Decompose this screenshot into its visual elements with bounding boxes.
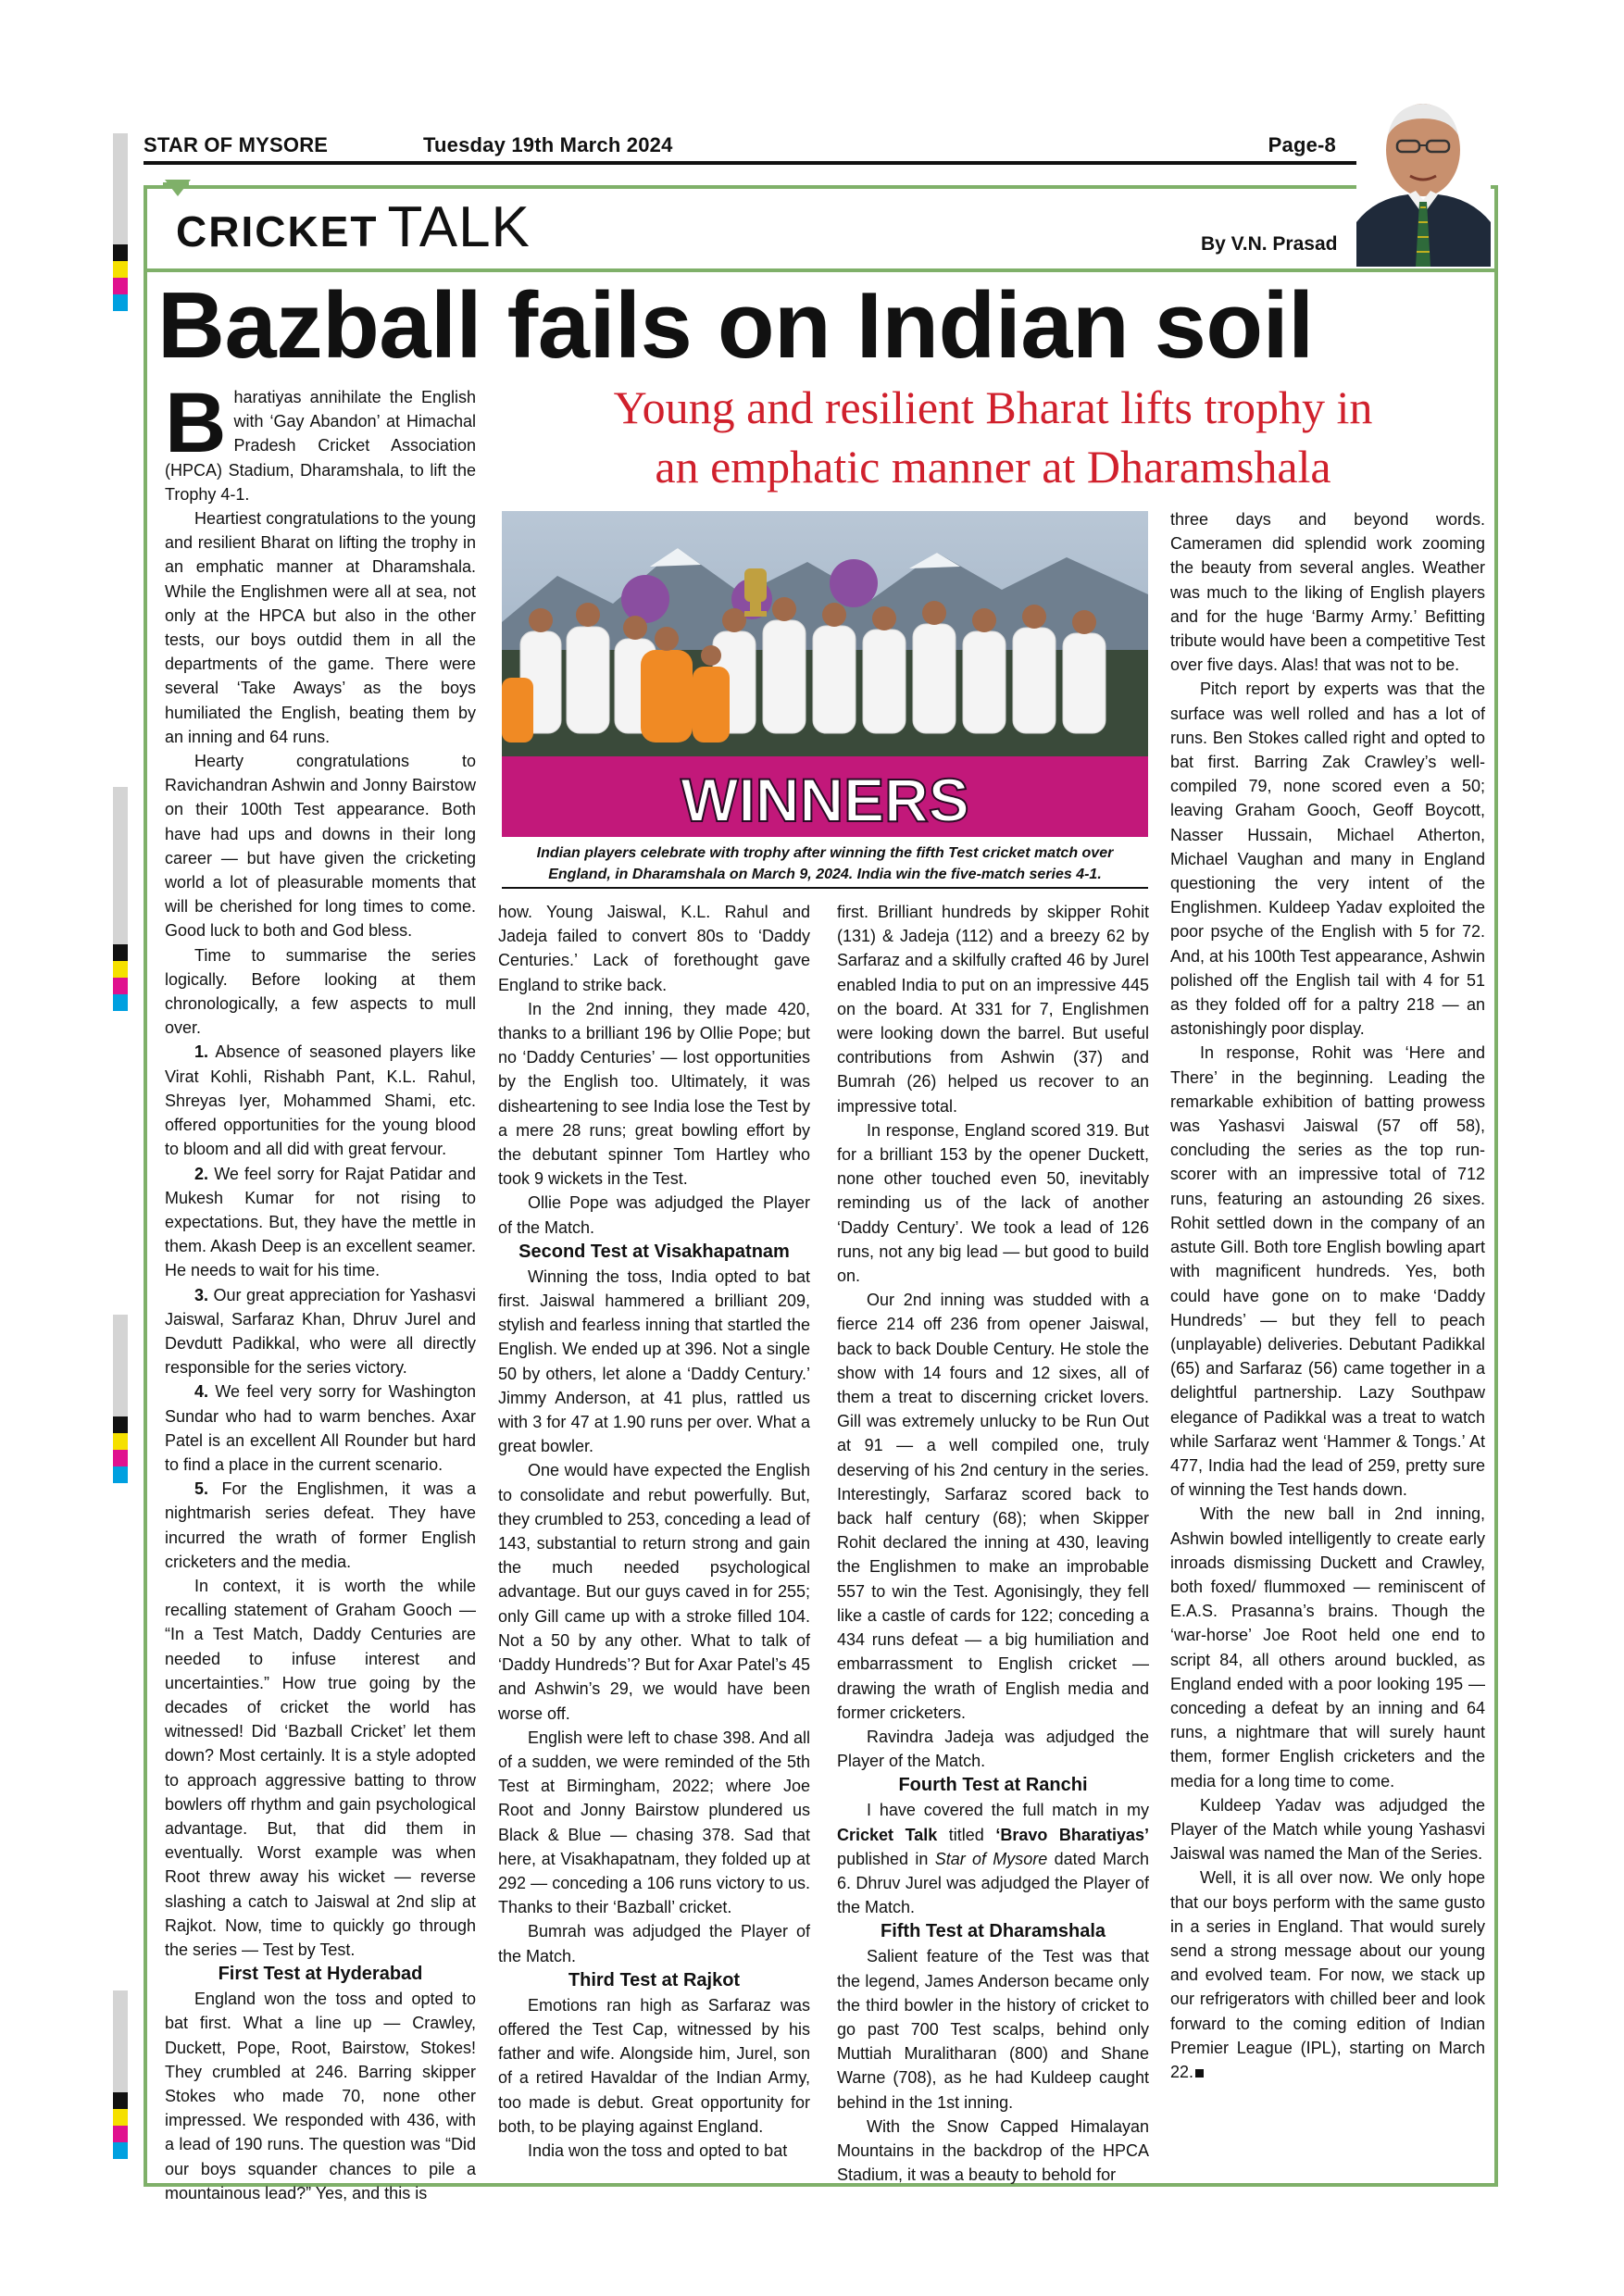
point-text: For the Englishmen, it was a nightmarish series defeat. They have incurred the wrath of former English cricketers and the media. xyxy=(165,1479,476,1571)
paragraph: In context, it is worth the while recalling statement of Graham Gooch — “In a Test Match, Daddy Centuries are needed to infuse interest and uncertainties.” How true going by the decades of cricket the world has witnessed! Did ‘Bazball Cricket’ let them down? Most certainly. It is a style adopted to approach aggressive batting to throw bowlers off rhythm and gain psychological advantage. But, that did them in eventually. Worst example was when Root threw away his wicket — reverse slashing a catch to Jaiswal at 2nd slip at Rajkot. Now, time to quickly go through the series — Test by Test. xyxy=(165,1576,476,1959)
text: dated March 6. Dhruv Jurel was adjudged the Player of the Match. xyxy=(837,1849,1149,1917)
paragraph: Time to summarise the series logically. Before looking at them chronologically, a few aspects to mull over. xyxy=(165,945,476,1038)
point-number: 4. xyxy=(194,1382,209,1402)
paragraph: In the 2nd inning, they made 420, thanks to a brilliant 196 by Ollie Pope; but no ‘Daddy Centuries’ — lost opportunities by the English too. Ultimately, it was disheartening to see India lose the Test by a mere 28 runs; great bowling effort by the debutant spinner Tom Hartley who took 9 wickets in the Test. xyxy=(498,999,810,1189)
photo-banner: WINNERS xyxy=(681,766,969,834)
paragraph: Bumrah was adjudged the Player of the Match. xyxy=(498,1922,810,1965)
paragraph-reference xyxy=(837,1798,1149,1919)
point-text: Absence of seasoned players like Virat Kohli, Rishabh Pant, K.L. Rahul, Shreyas Iyer, Mohammed Shami, etc. offered opportunities for the young blood to bloom and all did with great fervour. xyxy=(165,1042,476,1159)
final-paragraph xyxy=(1170,1866,1485,2084)
numbered-point-3 xyxy=(165,1283,476,1380)
caption-rule xyxy=(502,887,1148,889)
author-photo xyxy=(1356,93,1491,267)
numbered-point-1 xyxy=(165,1040,476,1161)
numbered-point-2 xyxy=(165,1162,476,1283)
publication-ref: Star of Mysore xyxy=(934,1849,1048,1868)
paragraph: three days and beyond words. Cameramen did splendid work zooming the beauty from several angles. Weather was much to the liking of English players and for the huge ‘Barmy Army.’ Befitting tribute would have been a competitive Test over five days. Alas! that was not to be. xyxy=(1170,510,1485,675)
section-heading-third-test: Third Test at Rajkot xyxy=(568,1969,741,1990)
page-number: Page-8 xyxy=(1268,133,1336,156)
subheadline-line-2: an emphatic manner at Dharamshala xyxy=(655,441,1331,493)
page-header xyxy=(144,130,1336,163)
point-number: 2. xyxy=(194,1164,209,1183)
paragraph: Pitch report by experts was that the surface was well rolled and has a lot of runs. Ben Stokes called right and opted to bat first. Barring Zak Crawley’s well-compiled 79, none scored even a 50; leaving Graham Gooch, Geoff Boycott, Nasser Hussain, Michael Atherton, Michael Vaughan and many in England questioning the very intent of the Englishmen. Kuldeep Yadav exploited the poor psyche of the English with 5 for 72. And, at his 100th Test appearance, Ashwin polished off the English tail with 4 for 51 as they folded off for a paltry 218 — an astonishingly poor display. xyxy=(1170,680,1485,1039)
photo-caption-line-1: Indian players celebrate with trophy after winning the fifth Test cricket match over xyxy=(536,845,1114,861)
paragraph: English were left to chase 398. And all of a sudden, we were reminded of the 5th Test at Birmingham, 2022; where Joe Root and Jonny Bairstow plundered us Black & Blue — chasing 378. Sad that here, at Visakhapatnam, they folded up at 292 — conceding a 106 runs victory to us. Thanks to their ‘Bazball’ cricket. xyxy=(498,1728,810,1917)
paragraph: Emotions ran high as Sarfaraz was offered the Test Cap, witnessed by his father and wife. Alongside him, Jurel, son of a retired Havaldar of the Indian Army, too made is debut. Great opportunity for both, to be playing against England. xyxy=(498,1995,810,2136)
paragraph: Ollie Pope was adjudged the Player of the Match. xyxy=(498,1193,810,1237)
point-text: We feel sorry for Rajat Patidar and Mukesh Kumar for not rising to expectations. But, they have the mettle in them. Akash Deep is an excellent seamer. He needs to wait for his time. xyxy=(165,1164,476,1280)
paragraph: One would have expected the English to consolidate and rebut powerfully. But, they crumbled to 253, conceding a lead of 143, substantial to return strong and gain the much needed psychological advantage. But our guys caved in for 255; only Gill came up with a stroke filled 104. Not a 50 by any other. What to talk of ‘Daddy Hundreds’? But for Axar Patel’s 45 and Ashwin’s 29, we would have been worse off. xyxy=(498,1461,810,1723)
lead-paragraph xyxy=(165,376,476,506)
article-title-ref: ‘Bravo Bharatiyas’ xyxy=(995,1825,1149,1844)
section-heading-first-test: First Test at Hyderabad xyxy=(218,1964,423,1985)
text: Well, it is all over now. We only hope that our boys perform with the same gusto in a series in England. That would surely send a strong message about our young and evolved team. For now, we stack up our refrigerators with chilled beer and look forward to the coming edition of Indian Premier League (IPL), starting on March 22. xyxy=(1170,1868,1485,2081)
paragraph: In response, Rohit was ‘Here and There’ in the beginning. Leading the remarkable exhibition of batting prowess was Yashasvi Jaiswal (57 off 58), concluding the series as the top run-scorer with an impressive total of 712 runs, featuring an astounding 26 sixes. Rohit settled down in the company of an astute Gill. Both tore English bowling apart with magnificent hundreds. Yes, both could have gone on to make ‘Daddy Hundreds’ — but they fell to peach (unplayable) deliveries. Debutant Padikkal (65) and Sarfaraz (56) came together in a delightful partnership. Lazy Southpaw elegance of Padikkal was a treat to watch while Sarfaraz went ‘Hammer & Tongs.’ At 477, India had the lead of 259, pretty sure of winning the Test hands down. xyxy=(1170,1043,1485,1500)
paragraph: Heartiest congratulations to the young and resilient Bharat on lifting the trophy in an emphatic manner at Dharamshala. While the Englishmen were all at sea, not only at the HPCA but also in the other tests, our boys outdid them in all the departments of the game. There were several ‘Take Aways’ as the boys humiliated the English, beating them by an inning and 64 runs. xyxy=(165,509,476,746)
lead-text: haratiyas annihilate the English with ‘Gay Abandon’ at Himachal Pradesh Cricket Association (HPCA) Stadium, Dharamshala, to lift the Trophy 4-1. xyxy=(165,388,476,504)
paragraph: Winning the toss, India opted to bat first. Jaiswal hammered a brilliant 209, stylish and fearless inning that startled the English. We ended up at 396. Not a single 50 by others, let alone a ‘Daddy Century.’ Jimmy Anderson, at 41 plus, rattled us with 3 for 47 at 1.90 runs per over. What a great bowler. xyxy=(498,1267,810,1456)
registration-marks-upper-mid xyxy=(113,787,128,1011)
paragraph: first. Brilliant hundreds by skipper Rohit (131) & Jadeja (112) and a breezy 62 by Sarfaraz and a skilfully crafted 46 by Jurel enabled India to put on an impressive 445 on the board. At 331 for 7, Englishmen were looking down the barrel. But useful contributions from Ashwin (37) and Bumrah (26) helped us recover to an impressive total. xyxy=(837,903,1149,1116)
column-title xyxy=(176,194,531,268)
text: titled xyxy=(948,1825,984,1844)
section-heading-second-test: Second Test at Visakhapatnam xyxy=(518,1241,790,1262)
headline: Bazball fails on Indian soil xyxy=(157,274,1314,378)
point-number: 1. xyxy=(194,1042,209,1062)
byline: By V.N. Prasad xyxy=(1201,233,1338,255)
photo-caption-line-2: England, in Dharamshala on March 9, 2024. India win the five-match series 4-1. xyxy=(548,867,1102,882)
article-column-3 xyxy=(837,900,1149,2187)
text: I have covered the full match in my xyxy=(867,1801,1149,1820)
registration-marks-lower-mid xyxy=(113,1315,128,1483)
registration-marks-top xyxy=(113,133,128,311)
paragraph: With the Snow Capped Himalayan Mountains in the backdrop of the HPCA Stadium, it was a beauty to behold for xyxy=(837,2116,1149,2185)
issue-date: Tuesday 19th March 2024 xyxy=(423,133,673,156)
drop-cap: B xyxy=(165,376,227,470)
winners-photo xyxy=(502,511,1148,837)
numbered-point-5 xyxy=(165,1477,476,1574)
section-heading-fifth-test: Fifth Test at Dharamshala xyxy=(880,1921,1106,1942)
column-title-cricket: CRICKET xyxy=(176,207,379,256)
publication-name: STAR OF MYSORE xyxy=(144,133,329,156)
paragraph: England won the toss and opted to bat first. What a line up — Crawley, Duckett, Pope, Root, Bairstow, Stokes! They crumbled at 246. Barring skipper Stokes who made 70, none other impressed. We responded with 436, with a lead of 190 runs. The question was “Did our boys squander chances to pile a mountainous lead?” Yes, and this is xyxy=(165,1990,476,2202)
point-number: 5. xyxy=(194,1479,209,1499)
point-number: 3. xyxy=(194,1285,209,1304)
text: published in xyxy=(837,1849,929,1868)
column-title-talk: TALK xyxy=(387,195,531,259)
point-text: We feel very sorry for Washington Sundar who had to warm benches. Axar Patel is an excellent All Rounder but hard to find a place in the current scenario. xyxy=(165,1382,476,1474)
numbered-point-4 xyxy=(165,1379,476,1477)
paragraph: With the new ball in 2nd inning, Ashwin bowled intelligently to create early inroads dismissing Duckett and Crawley, both foxed/ flummoxed — reminiscent of E.A.S. Prasanna’s brains. Though the ‘war-horse’ Joe Root held one end to script 84, all others around buckled, as England ended with a poor looking 195 — conceding a defeat by an inning and 64 runs, a nightmare that will surely haunt them, former English cricketers and the media for a long time to come. xyxy=(1170,1504,1485,1791)
photo-caption xyxy=(502,842,1148,885)
section-heading-fourth-test: Fourth Test at Ranchi xyxy=(898,1775,1088,1796)
paragraph: Hearty congratulations to Ravichandran Ashwin and Jonny Bairstow on their 100th Test appearance. Both have had ups and downs in their long career — but have given the cricketing world a lot of pleasurable moments that will be cherished for long times to come. Good luck to both and God bless. xyxy=(165,752,476,941)
article-column-1 xyxy=(165,376,476,2205)
paragraph: Our 2nd inning was studded with a fierce 214 off 236 from opener Jaiswal, back to back Double Century. He stole the show with 14 fours and 12 sixes, all of them a treat to discerning cricket lovers. Gill was extremely unlucky to be Run Out at 91 — a well compiled one, truly deserving of his 2nd century in the series. Interestingly, Sarfaraz scored back to back half century (68); when Skipper Rohit declared the inning at 430, leaving the Englishmen to make an improbable 557 to win the Test. Agonisingly, they fell like a castle of cards for 122; conceding a 434 runs defeat — a big humiliation and embarrassment to English cricket — drawing the wrath of English media and former cricketers. xyxy=(837,1291,1149,1722)
subheadline-line-1: Young and resilient Bharat lifts trophy in xyxy=(613,381,1373,433)
article-column-4 xyxy=(1170,507,1485,2084)
point-text: Our great appreciation for Yashasvi Jaiswal, Sarfaraz Khan, Dhruv Jurel and Devdutt Padikkal, who were all directly responsible for the series victory. xyxy=(165,1285,476,1378)
paragraph: Kuldeep Yadav was adjudged the Player of the Match while young Yashasvi Jaiswal was named the Man of the Series. xyxy=(1170,1795,1485,1864)
header-rule xyxy=(144,161,1486,165)
paragraph: how. Young Jaiswal, K.L. Rahul and Jadeja failed to convert 80s to ‘Daddy Centuries.’ Lack of forethought gave England to strike back. xyxy=(498,903,810,994)
registration-marks-bottom xyxy=(113,1990,128,2159)
paragraph: Ravindra Jadeja was adjudged the Player of the Match. xyxy=(837,1727,1149,1771)
paragraph: Salient feature of the Test was that the legend, James Anderson became only the third bowler in the history of cricket to go past 700 Test scalps, behind only Muttiah Muralitharan (800) and Shane Warne (708), as he had Kuldeep caught behind in the 1st inning. xyxy=(837,1947,1149,2112)
paragraph: In response, England scored 319. But for a brilliant 153 by the opener Duckett, none other touched even 50, inevitably reminding us of the lack of another ‘Daddy Century’. We took a lead of 126 runs, not any big lead — but good to build on. xyxy=(837,1120,1149,1286)
subheadline xyxy=(495,378,1491,496)
article-column-2 xyxy=(498,900,810,2163)
column-name-ref: Cricket Talk xyxy=(837,1825,938,1844)
paragraph: India won the toss and opted to bat xyxy=(528,2140,788,2160)
end-mark-icon xyxy=(1195,2069,1204,2078)
